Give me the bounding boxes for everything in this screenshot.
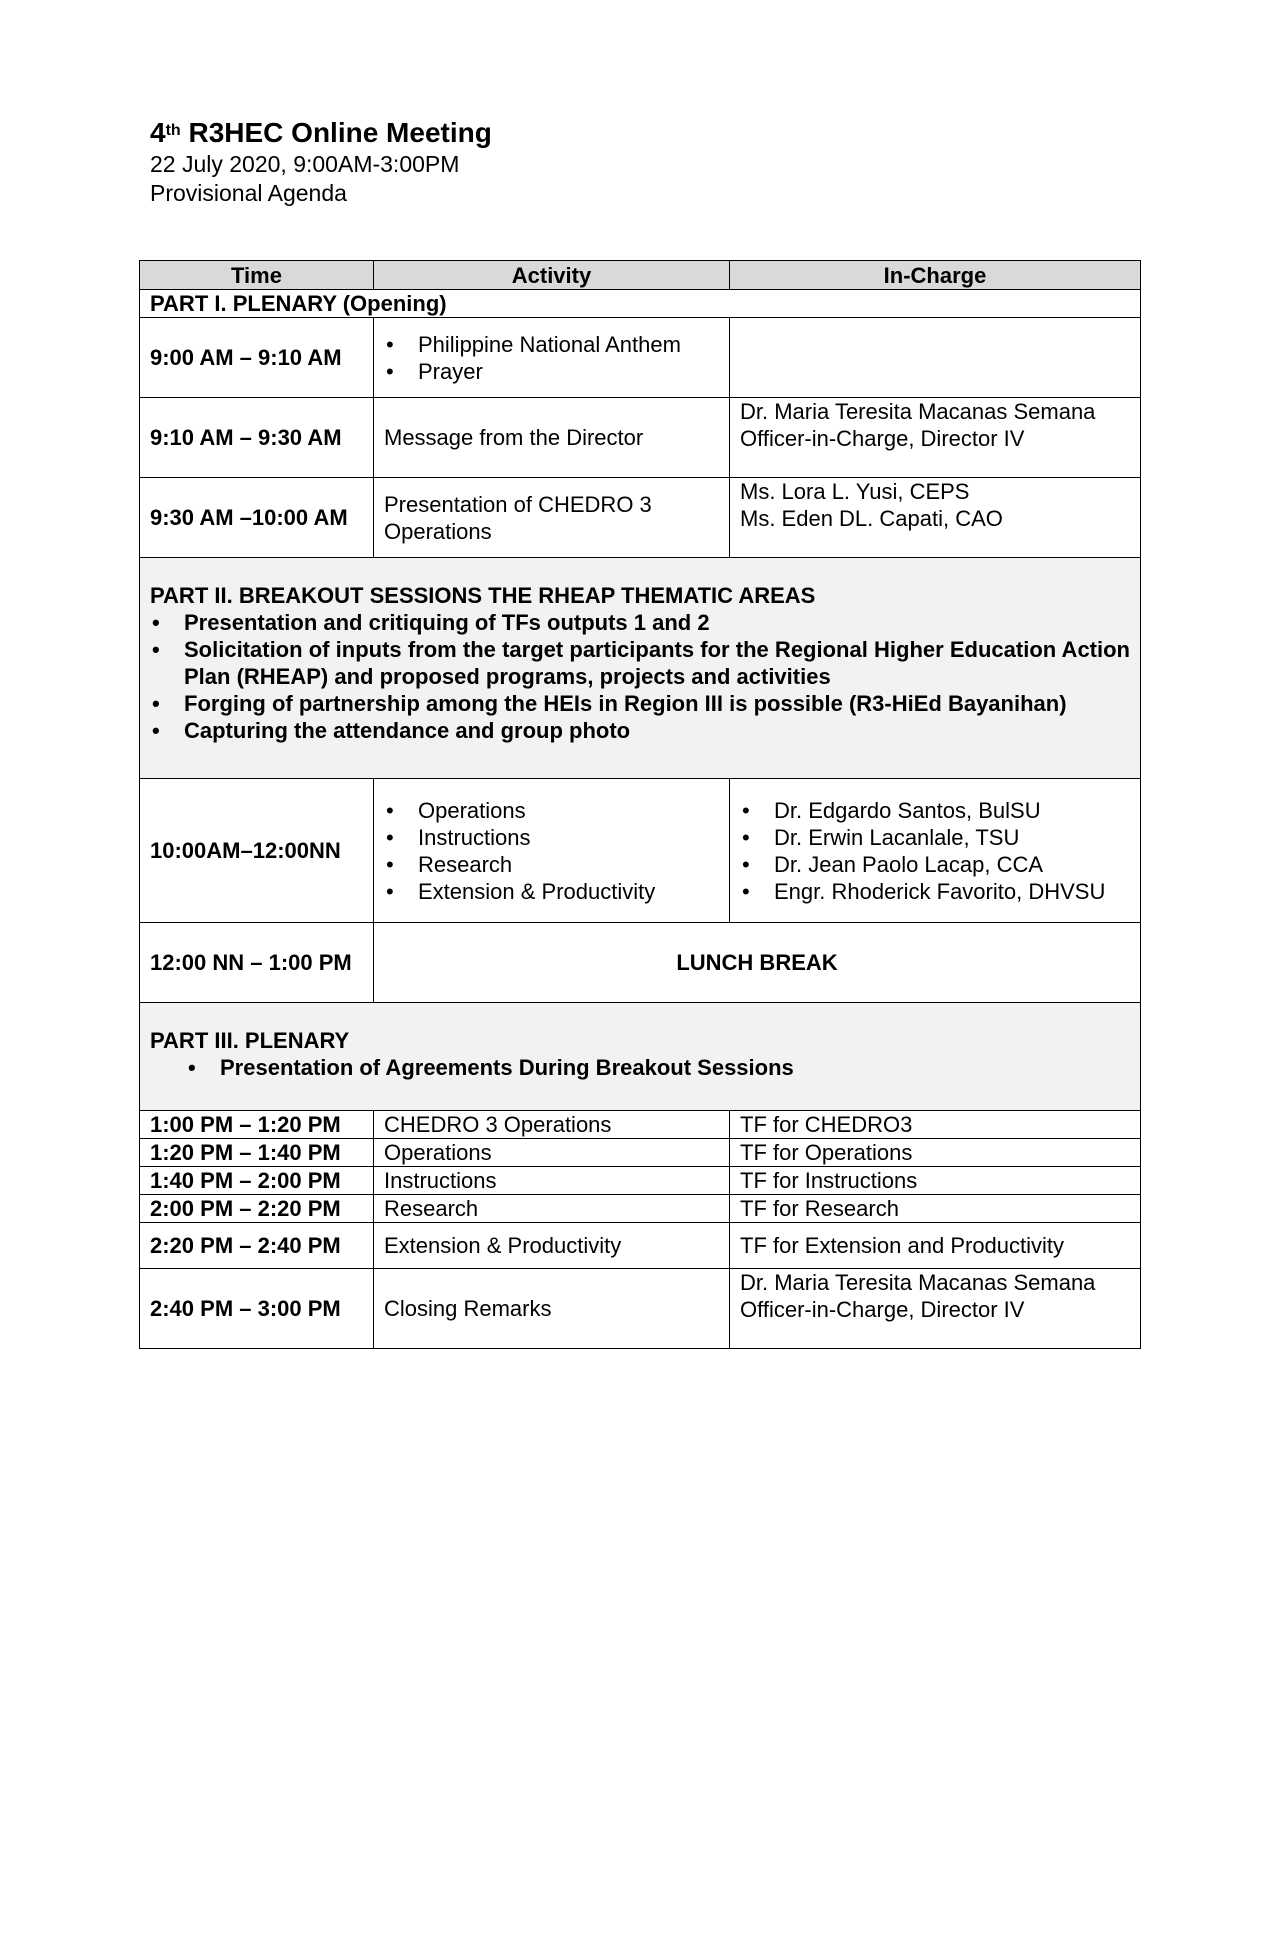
time-cell: 9:30 AM –10:00 AM <box>140 478 374 558</box>
list-item: • Presentation of Agreements During Breakout Sessions <box>186 1054 1130 1081</box>
time-cell: 9:10 AM – 9:30 AM <box>140 398 374 478</box>
time-cell: 10:00AM–12:00NN <box>140 779 374 923</box>
list-item: • Dr. Edgardo Santos, BulSU <box>740 797 1130 824</box>
part1-heading: PART I. PLENARY (Opening) <box>140 290 1141 318</box>
in-charge-cell: TF for Instructions <box>730 1167 1141 1195</box>
list-item: • Presentation and critiquing of TFs outputs 1 and 2 <box>150 609 1130 636</box>
table-row <box>140 1139 1141 1167</box>
section-row-part2 <box>140 558 1141 779</box>
activity-cell <box>374 779 730 923</box>
in-charge-name: Ms. Lora L. Yusi, CEPS <box>740 479 970 504</box>
in-charge-cell <box>730 1269 1141 1349</box>
in-charge-cell <box>730 478 1141 558</box>
list-item: • Forging of partnership among the HEIs in Region III is possible (R3-HiEd Bayanihan) <box>150 690 1130 717</box>
time-cell: 1:20 PM – 1:40 PM <box>140 1139 374 1167</box>
document-title <box>150 116 492 150</box>
in-charge-position: Officer-in-Charge, Director IV <box>740 426 1025 451</box>
part2-heading: PART II. BREAKOUT SESSIONS THE RHEAP THEMATIC AREAS <box>150 583 816 608</box>
list-item: • Solicitation of inputs from the target participants for the Regional Higher Education Action Plan (RHEAP) and proposed programs, projects and activities <box>150 636 1130 690</box>
table-header-row <box>140 261 1141 290</box>
activity-cell <box>374 318 730 398</box>
lunch-break-cell: LUNCH BREAK <box>374 923 1141 1003</box>
column-header-in-charge: In-Charge <box>730 261 1141 290</box>
list-item: • Prayer <box>384 358 719 385</box>
document-subtitle: Provisional Agenda <box>150 180 347 206</box>
table-row <box>140 1223 1141 1269</box>
part3-list <box>186 1054 1130 1081</box>
activity-cell: CHEDRO 3 Operations <box>374 1111 730 1139</box>
in-charge-cell: TF for CHEDRO3 <box>730 1111 1141 1139</box>
in-charge-cell: TF for Research <box>730 1195 1141 1223</box>
table-row <box>140 1269 1141 1349</box>
list-item: • Philippine National Anthem <box>384 331 719 358</box>
activity-cell: Extension & Productivity <box>374 1223 730 1269</box>
list-item: • Research <box>384 851 719 878</box>
time-cell: 2:00 PM – 2:20 PM <box>140 1195 374 1223</box>
table-row <box>140 923 1141 1003</box>
part3-heading: PART III. PLENARY <box>150 1028 350 1053</box>
agenda-table <box>139 260 1141 1349</box>
part3-block <box>140 1003 1141 1111</box>
list-item: • Capturing the attendance and group photo <box>150 717 1130 744</box>
activity-cell: Message from the Director <box>374 398 730 478</box>
in-charge-position: Officer-in-Charge, Director IV <box>740 1297 1025 1322</box>
in-charge-name: Dr. Maria Teresita Macanas Semana <box>740 399 1096 424</box>
table-row <box>140 1195 1141 1223</box>
table-row <box>140 1167 1141 1195</box>
table-row <box>140 1111 1141 1139</box>
in-charge-name: Dr. Maria Teresita Macanas Semana <box>740 1270 1096 1295</box>
list-item: • Dr. Jean Paolo Lacap, CCA <box>740 851 1130 878</box>
time-cell: 1:00 PM – 1:20 PM <box>140 1111 374 1139</box>
in-charge-cell <box>730 779 1141 923</box>
title-ordinal: 4 <box>150 117 166 148</box>
table-row <box>140 318 1141 398</box>
activity-cell: Instructions <box>374 1167 730 1195</box>
in-charge-cell <box>730 398 1141 478</box>
in-charge-cell: TF for Operations <box>730 1139 1141 1167</box>
section-row-part3 <box>140 1003 1141 1111</box>
time-cell: 12:00 NN – 1:00 PM <box>140 923 374 1003</box>
list-item: • Extension & Productivity <box>384 878 719 905</box>
title-ordinal-suffix: th <box>165 122 181 139</box>
time-cell: 2:40 PM – 3:00 PM <box>140 1269 374 1349</box>
part2-list <box>150 609 1130 744</box>
section-row-part1 <box>140 290 1141 318</box>
time-cell: 1:40 PM – 2:00 PM <box>140 1167 374 1195</box>
activity-cell: Operations <box>374 1139 730 1167</box>
activity-cell: Presentation of CHEDRO 3 Operations <box>374 478 730 558</box>
table-row <box>140 478 1141 558</box>
part2-block <box>140 558 1141 779</box>
in-charge-cell: TF for Extension and Productivity <box>730 1223 1141 1269</box>
activity-cell: Closing Remarks <box>374 1269 730 1349</box>
meeting-date: 22 July 2020, 9:00AM-3:00PM <box>150 151 460 177</box>
column-header-activity: Activity <box>374 261 730 290</box>
time-cell: 9:00 AM – 9:10 AM <box>140 318 374 398</box>
in-charge-list <box>740 797 1130 905</box>
activity-list <box>384 797 719 905</box>
list-item: • Instructions <box>384 824 719 851</box>
list-item: • Operations <box>384 797 719 824</box>
activity-list <box>384 331 719 385</box>
list-item: • Dr. Erwin Lacanlale, TSU <box>740 824 1130 851</box>
activity-cell: Research <box>374 1195 730 1223</box>
document-header <box>150 116 492 208</box>
column-header-time: Time <box>140 261 374 290</box>
table-row <box>140 398 1141 478</box>
time-cell: 2:20 PM – 2:40 PM <box>140 1223 374 1269</box>
in-charge-cell <box>730 318 1141 398</box>
list-item: • Engr. Rhoderick Favorito, DHVSU <box>740 878 1130 905</box>
title-text: R3HEC Online Meeting <box>188 117 492 148</box>
table-row <box>140 779 1141 923</box>
in-charge-name: Ms. Eden DL. Capati, CAO <box>740 506 1003 531</box>
